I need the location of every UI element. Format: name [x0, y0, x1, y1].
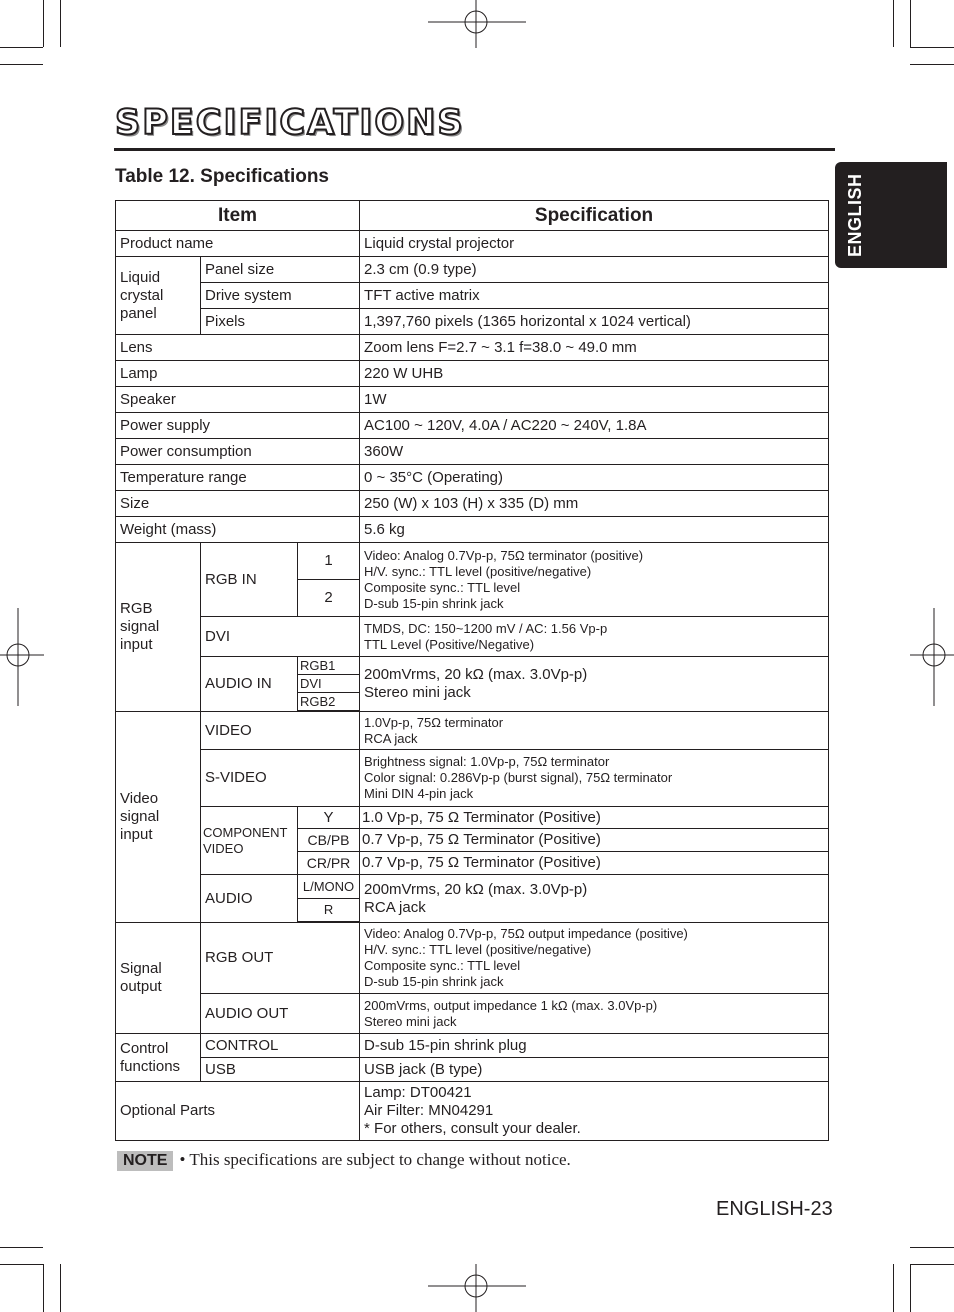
sub-cell: DVI [298, 675, 360, 693]
spec-cell: TFT active matrix [360, 283, 829, 309]
crop-mark [910, 1264, 954, 1265]
spec-cell: 0 ~ 35°C (Operating) [360, 465, 829, 491]
group-cell: Video signal input [116, 712, 201, 923]
table-row [116, 657, 829, 675]
language-tab [835, 162, 947, 268]
crop-mark [910, 1247, 954, 1248]
item-cell: CONTROL [201, 1034, 360, 1058]
table-row [116, 923, 829, 994]
registration-mark-icon [428, 0, 526, 48]
crop-mark [43, 0, 44, 47]
table-row [116, 617, 829, 657]
page-title: SPECIFICATIONS [115, 103, 465, 143]
item-cell: Lens [116, 335, 360, 361]
spec-cell: TMDS, DC: 150~1200 mV / AC: 1.56 Vp-p TTL Level (Positive/Negative) [360, 617, 829, 657]
table-row [116, 361, 829, 387]
table-row [116, 807, 829, 829]
spec-cell: 1.0 Vp-p, 75 Ω Terminator (Positive) [360, 807, 829, 829]
registration-mark-icon [0, 608, 44, 706]
item-cell: AUDIO [201, 875, 298, 923]
item-cell: Speaker [116, 387, 360, 413]
spec-cell: 200mVrms, 20 kΩ (max. 3.0Vp-p) Stereo mini jack [360, 657, 829, 712]
spec-cell: 250 (W) x 103 (H) x 335 (D) mm [360, 491, 829, 517]
crop-mark [910, 47, 954, 48]
table-row [116, 543, 829, 580]
crop-mark [0, 64, 43, 65]
sub-cell: R [298, 899, 360, 922]
crop-mark [910, 1264, 911, 1312]
item-cell: AUDIO OUT [201, 994, 360, 1034]
table-row [116, 257, 829, 283]
item-cell: RGB IN [201, 543, 298, 617]
item-cell: Size [116, 491, 360, 517]
table-row [116, 491, 829, 517]
registration-mark-icon [428, 1264, 526, 1312]
spec-cell: 2.3 cm (0.9 type) [360, 257, 829, 283]
spec-cell: Video: Analog 0.7Vp-p, 75Ω terminator (positive) H/V. sync.: TTL level (positive/negative) Composite sync.: TTL level D-sub 15-pin shrink jack [360, 543, 829, 617]
spec-cell: 200mVrms, 20 kΩ (max. 3.0Vp-p) RCA jack [360, 875, 829, 923]
crop-mark [0, 1264, 43, 1265]
spec-cell: 360W [360, 439, 829, 465]
item-cell: Power supply [116, 413, 360, 439]
item-cell: RGB OUT [201, 923, 360, 994]
spec-cell: Liquid crystal projector [360, 231, 829, 257]
table-row [116, 750, 829, 807]
item-cell: Pixels [201, 309, 360, 335]
language-tab-label: ENGLISH [845, 173, 865, 257]
item-cell: COMPONENT VIDEO [201, 807, 298, 875]
registration-mark-icon [910, 608, 954, 706]
item-cell: Temperature range [116, 465, 360, 491]
item-cell: Product name [116, 231, 360, 257]
spec-cell: 0.7 Vp-p, 75 Ω Terminator (Positive) [360, 829, 829, 852]
spec-cell: Video: Analog 0.7Vp-p, 75Ω output impedance (positive) H/V. sync.: TTL level (positive/negative) Composite sync.: TTL level D-sub 15-pin shrink jack [360, 923, 829, 994]
spec-cell: Brightness signal: 1.0Vp-p, 75Ω terminator Color signal: 0.286Vp-p (burst signal), 75Ω terminator Mini DIN 4-pin jack [360, 750, 829, 807]
page-number: ENGLISH-23 [716, 1198, 833, 1220]
item-cell: AUDIO IN [201, 657, 298, 712]
table-caption: Table 12. Specifications [115, 166, 330, 187]
group-cell: Control functions [116, 1034, 201, 1082]
crop-mark [910, 0, 911, 47]
item-cell: Lamp [116, 361, 360, 387]
sub-cell: L/MONO [298, 875, 360, 899]
table-row [116, 1058, 829, 1082]
table-row [116, 465, 829, 491]
item-cell: VIDEO [201, 712, 360, 750]
specifications-table [115, 200, 829, 1141]
item-cell: Drive system [201, 283, 360, 309]
spec-cell: 1.0Vp-p, 75Ω terminator RCA jack [360, 712, 829, 750]
sub-cell: 1 [298, 543, 360, 580]
sub-cell: Y [298, 807, 360, 829]
item-cell: Optional Parts [116, 1082, 360, 1141]
table-row [116, 517, 829, 543]
column-header-specification: Specification [360, 201, 829, 231]
item-cell: Weight (mass) [116, 517, 360, 543]
crop-mark [60, 1264, 61, 1312]
crop-mark [43, 1264, 44, 1312]
note [117, 1150, 571, 1171]
table-row [116, 387, 829, 413]
item-cell: Panel size [201, 257, 360, 283]
group-cell: RGB signal input [116, 543, 201, 712]
table-row [116, 994, 829, 1034]
table-row [116, 439, 829, 465]
crop-mark [893, 0, 894, 47]
note-text: • This specifications are subject to change without notice. [179, 1150, 571, 1169]
table-row [116, 875, 829, 899]
table-row [116, 1082, 829, 1141]
table-row [116, 283, 829, 309]
table-row [116, 413, 829, 439]
column-header-item: Item [116, 201, 360, 231]
table-row [116, 335, 829, 361]
spec-cell: D-sub 15-pin shrink plug [360, 1034, 829, 1058]
spec-cell: AC100 ~ 120V, 4.0A / AC220 ~ 240V, 1.8A [360, 413, 829, 439]
group-cell: Liquid crystal panel [116, 257, 201, 335]
item-cell: S-VIDEO [201, 750, 360, 807]
spec-cell: 1,397,760 pixels (1365 horizontal x 1024 vertical) [360, 309, 829, 335]
spec-cell: 5.6 kg [360, 517, 829, 543]
note-badge: NOTE [117, 1151, 173, 1171]
table-row [116, 712, 829, 750]
table-row [116, 231, 829, 257]
spec-cell: Zoom lens F=2.7 ~ 3.1 f=38.0 ~ 49.0 mm [360, 335, 829, 361]
sub-cell: RGB2 [298, 693, 360, 711]
sub-cell: RGB1 [298, 657, 360, 675]
spec-cell: 200mVrms, output impedance 1 kΩ (max. 3.0Vp-p) Stereo mini jack [360, 994, 829, 1034]
table-row [116, 309, 829, 335]
crop-mark [910, 64, 954, 65]
item-cell: DVI [201, 617, 360, 657]
crop-mark [0, 1247, 43, 1248]
table-row [116, 1034, 829, 1058]
spec-cell: 0.7 Vp-p, 75 Ω Terminator (Positive) [360, 852, 829, 875]
sub-cell: 2 [298, 580, 360, 617]
group-cell: Signal output [116, 923, 201, 1034]
item-cell: Power consumption [116, 439, 360, 465]
title-rule [114, 148, 835, 151]
spec-cell: 220 W UHB [360, 361, 829, 387]
spec-cell: Lamp: DT00421 Air Filter: MN04291 * For others, consult your dealer. [360, 1082, 829, 1141]
crop-mark [60, 0, 61, 47]
crop-mark [0, 47, 43, 48]
spec-cell: USB jack (B type) [360, 1058, 829, 1082]
spec-cell: 1W [360, 387, 829, 413]
crop-mark [893, 1264, 894, 1312]
sub-cell: CB/PB [298, 829, 360, 852]
sub-cell: CR/PR [298, 852, 360, 875]
item-cell: USB [201, 1058, 360, 1082]
table-header-row [116, 201, 829, 231]
